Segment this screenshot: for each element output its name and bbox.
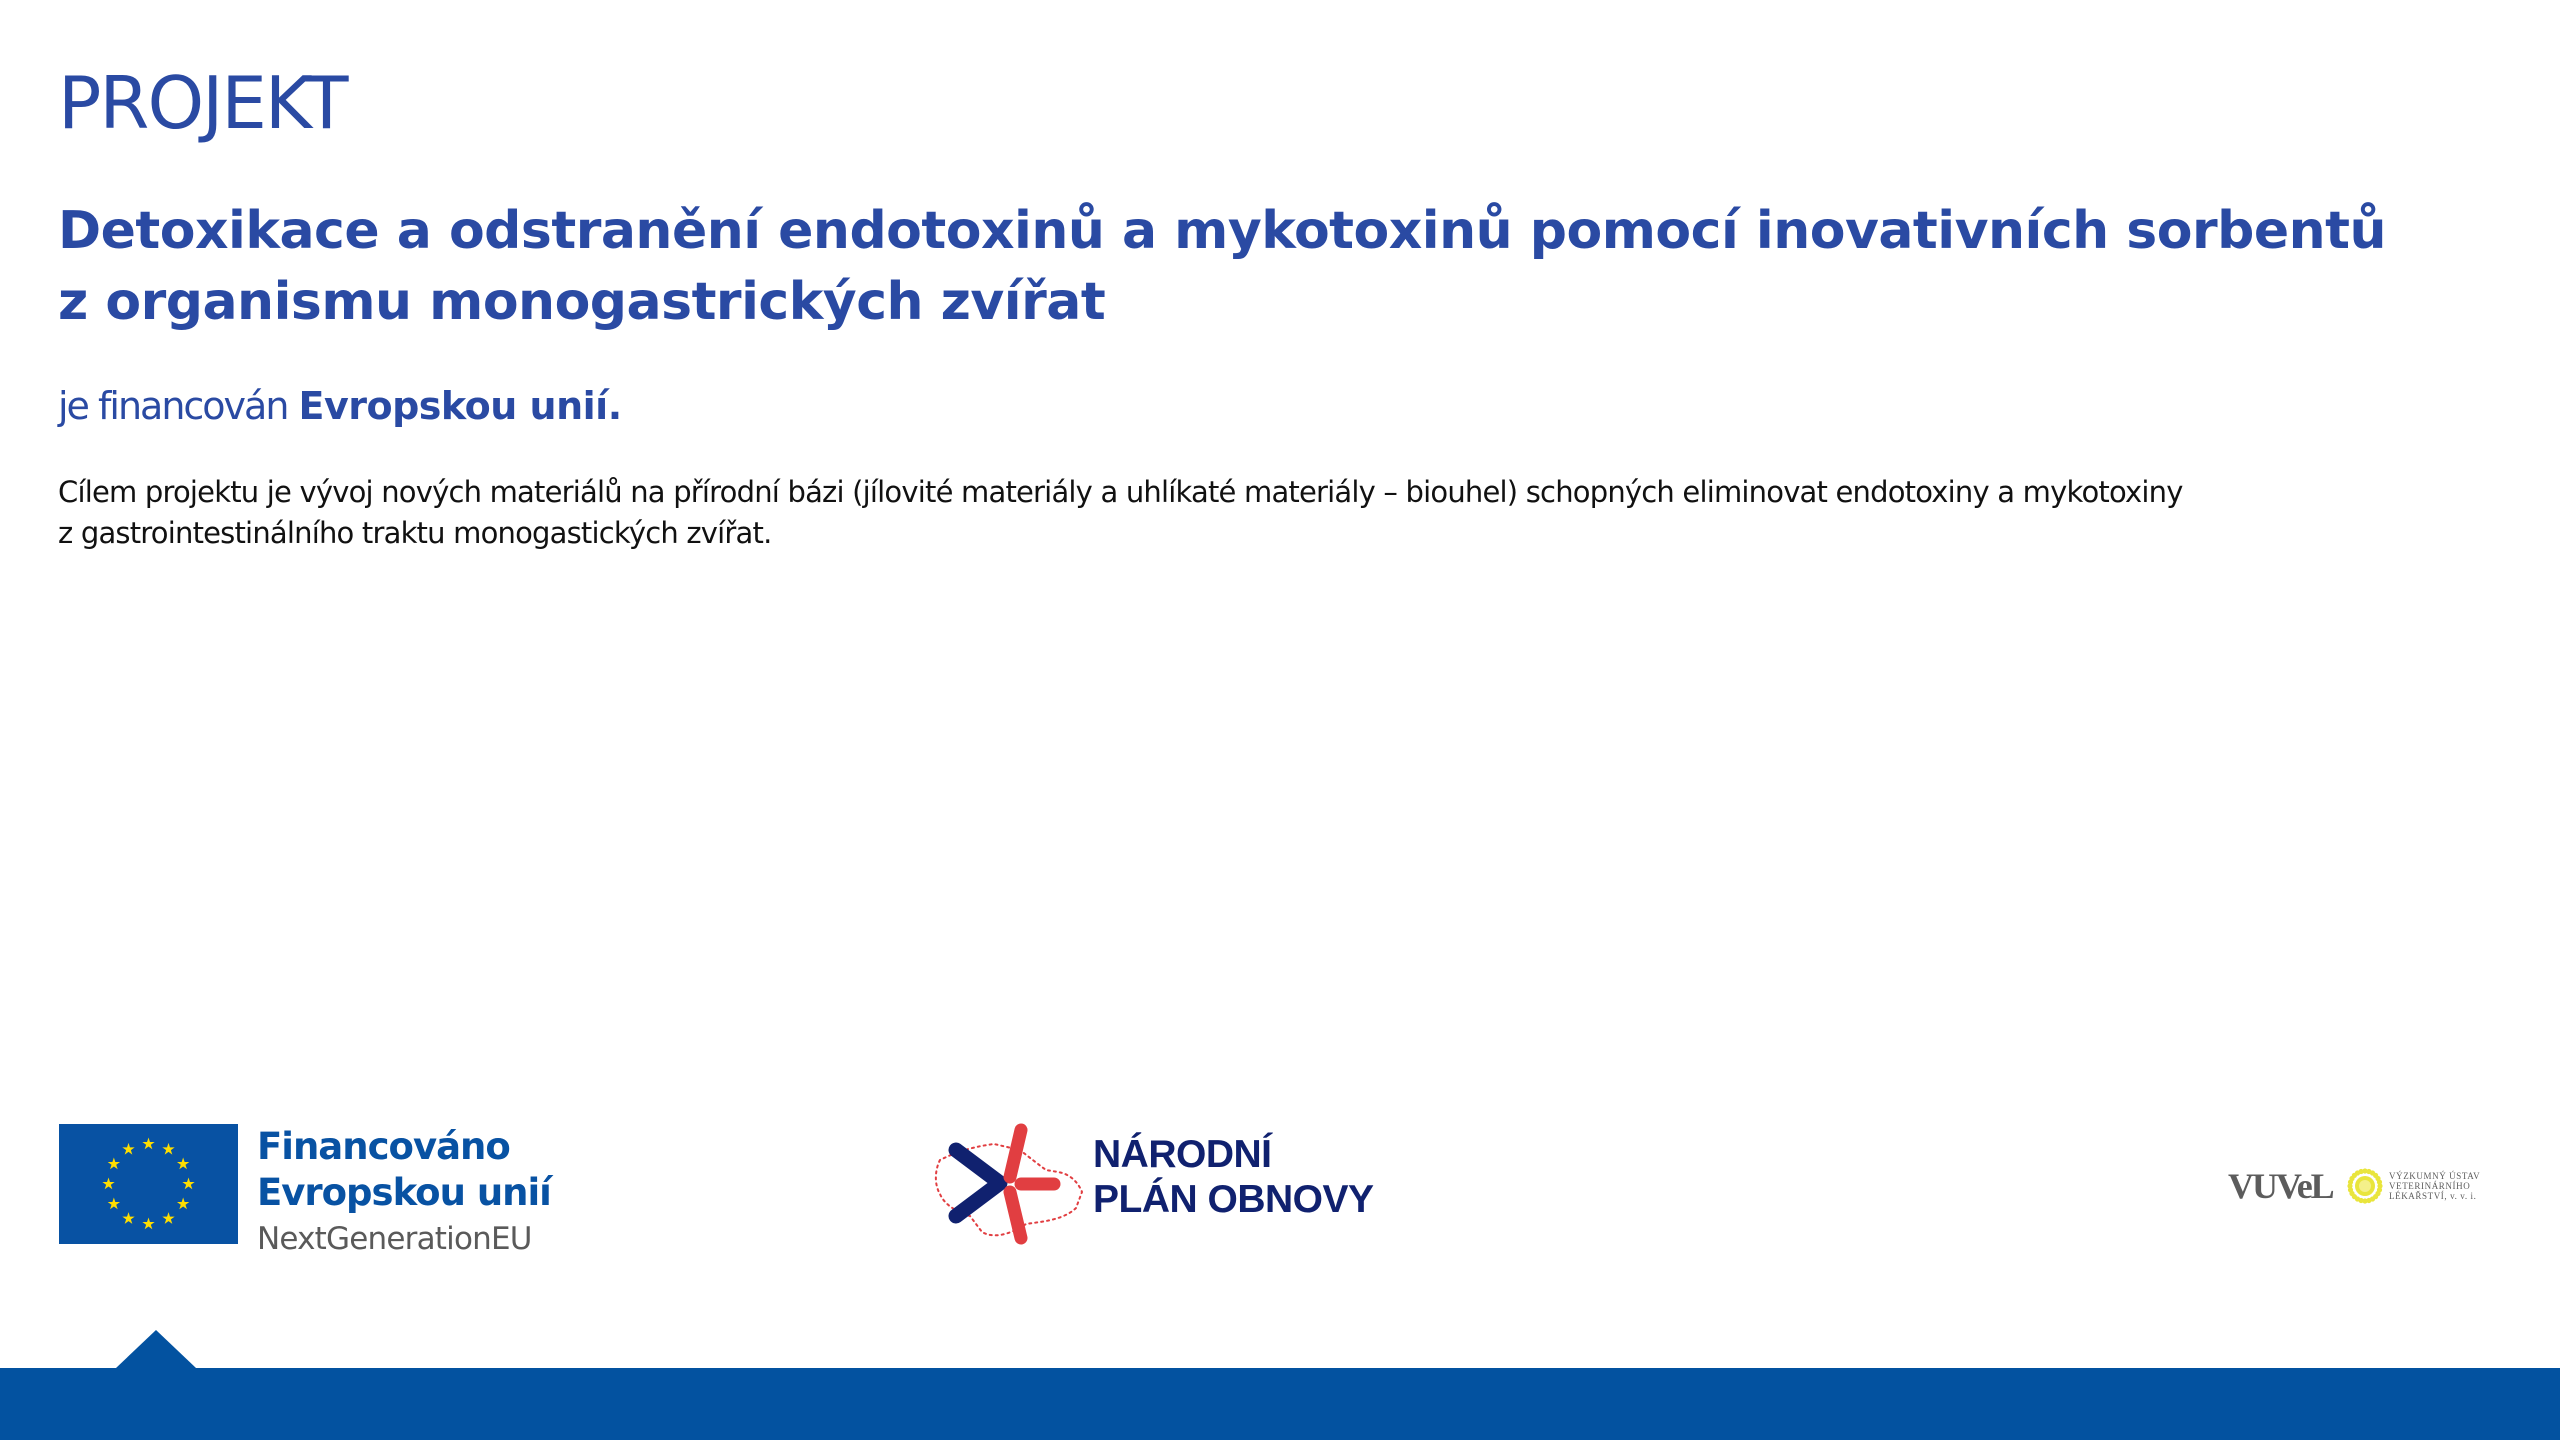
eu-logo-text <box>257 1124 551 1262</box>
project-title <box>58 196 2386 338</box>
footer-band <box>0 1368 2560 1440</box>
npo-logo-line-2: PLÁN OBNOVY <box>1093 1178 1374 1221</box>
eu-funding-logo <box>59 1124 551 1257</box>
npo-star-icon <box>930 1120 1085 1250</box>
npo-logo <box>930 1120 1390 1250</box>
vuvel-logo <box>2228 1164 2483 1208</box>
footer-band-notch <box>116 1330 196 1368</box>
vuvel-subtitle-line-2: VETERINÁRNÍHO <box>2389 1181 2471 1191</box>
eu-logo-line-1: Financováno <box>257 1125 510 1168</box>
vuvel-sun-icon <box>2346 1167 2384 1205</box>
eu-logo-line-3: NextGenerationEU <box>257 1221 532 1257</box>
page-title: PROJEKT <box>58 61 347 145</box>
description-line-2: z gastrointestinálního traktu monogastických zvířat. <box>58 516 772 550</box>
vuvel-subtitle-line-3: LÉKAŘSTVÍ, v. v. i. <box>2389 1191 2477 1201</box>
vuvel-logo-subtitle <box>2389 1171 2480 1201</box>
project-description <box>58 472 2358 554</box>
eu-logo-line-2: Evropskou unií <box>257 1171 551 1214</box>
description-line-1: Cílem projektu je vývoj nových materiálů na přírodní bázi (jílovité materiály a uhlíkaté materiály – biouhel) schopných eliminovat endotoxiny a mykotoxiny <box>58 475 2183 509</box>
funding-statement <box>58 384 622 428</box>
vuvel-logo-name: VUVeL <box>2228 1166 2333 1206</box>
funding-emphasis: Evropskou unií. <box>298 384 622 428</box>
funding-prefix: je financován <box>58 384 288 428</box>
project-title-line-2: z organismu monogastrických zvířat <box>58 272 1106 332</box>
project-title-line-1: Detoxikace a odstranění endotoxinů a mykotoxinů pomocí inovativních sorbentů <box>58 201 2386 261</box>
npo-logo-text <box>1093 1132 1374 1222</box>
eu-flag-icon <box>59 1124 238 1244</box>
vuvel-subtitle-line-1: VÝZKUMNÝ ÚSTAV <box>2389 1171 2481 1181</box>
vuvel-sun-ray <box>2377 1180 2382 1185</box>
npo-logo-line-1: NÁRODNÍ <box>1093 1133 1272 1176</box>
